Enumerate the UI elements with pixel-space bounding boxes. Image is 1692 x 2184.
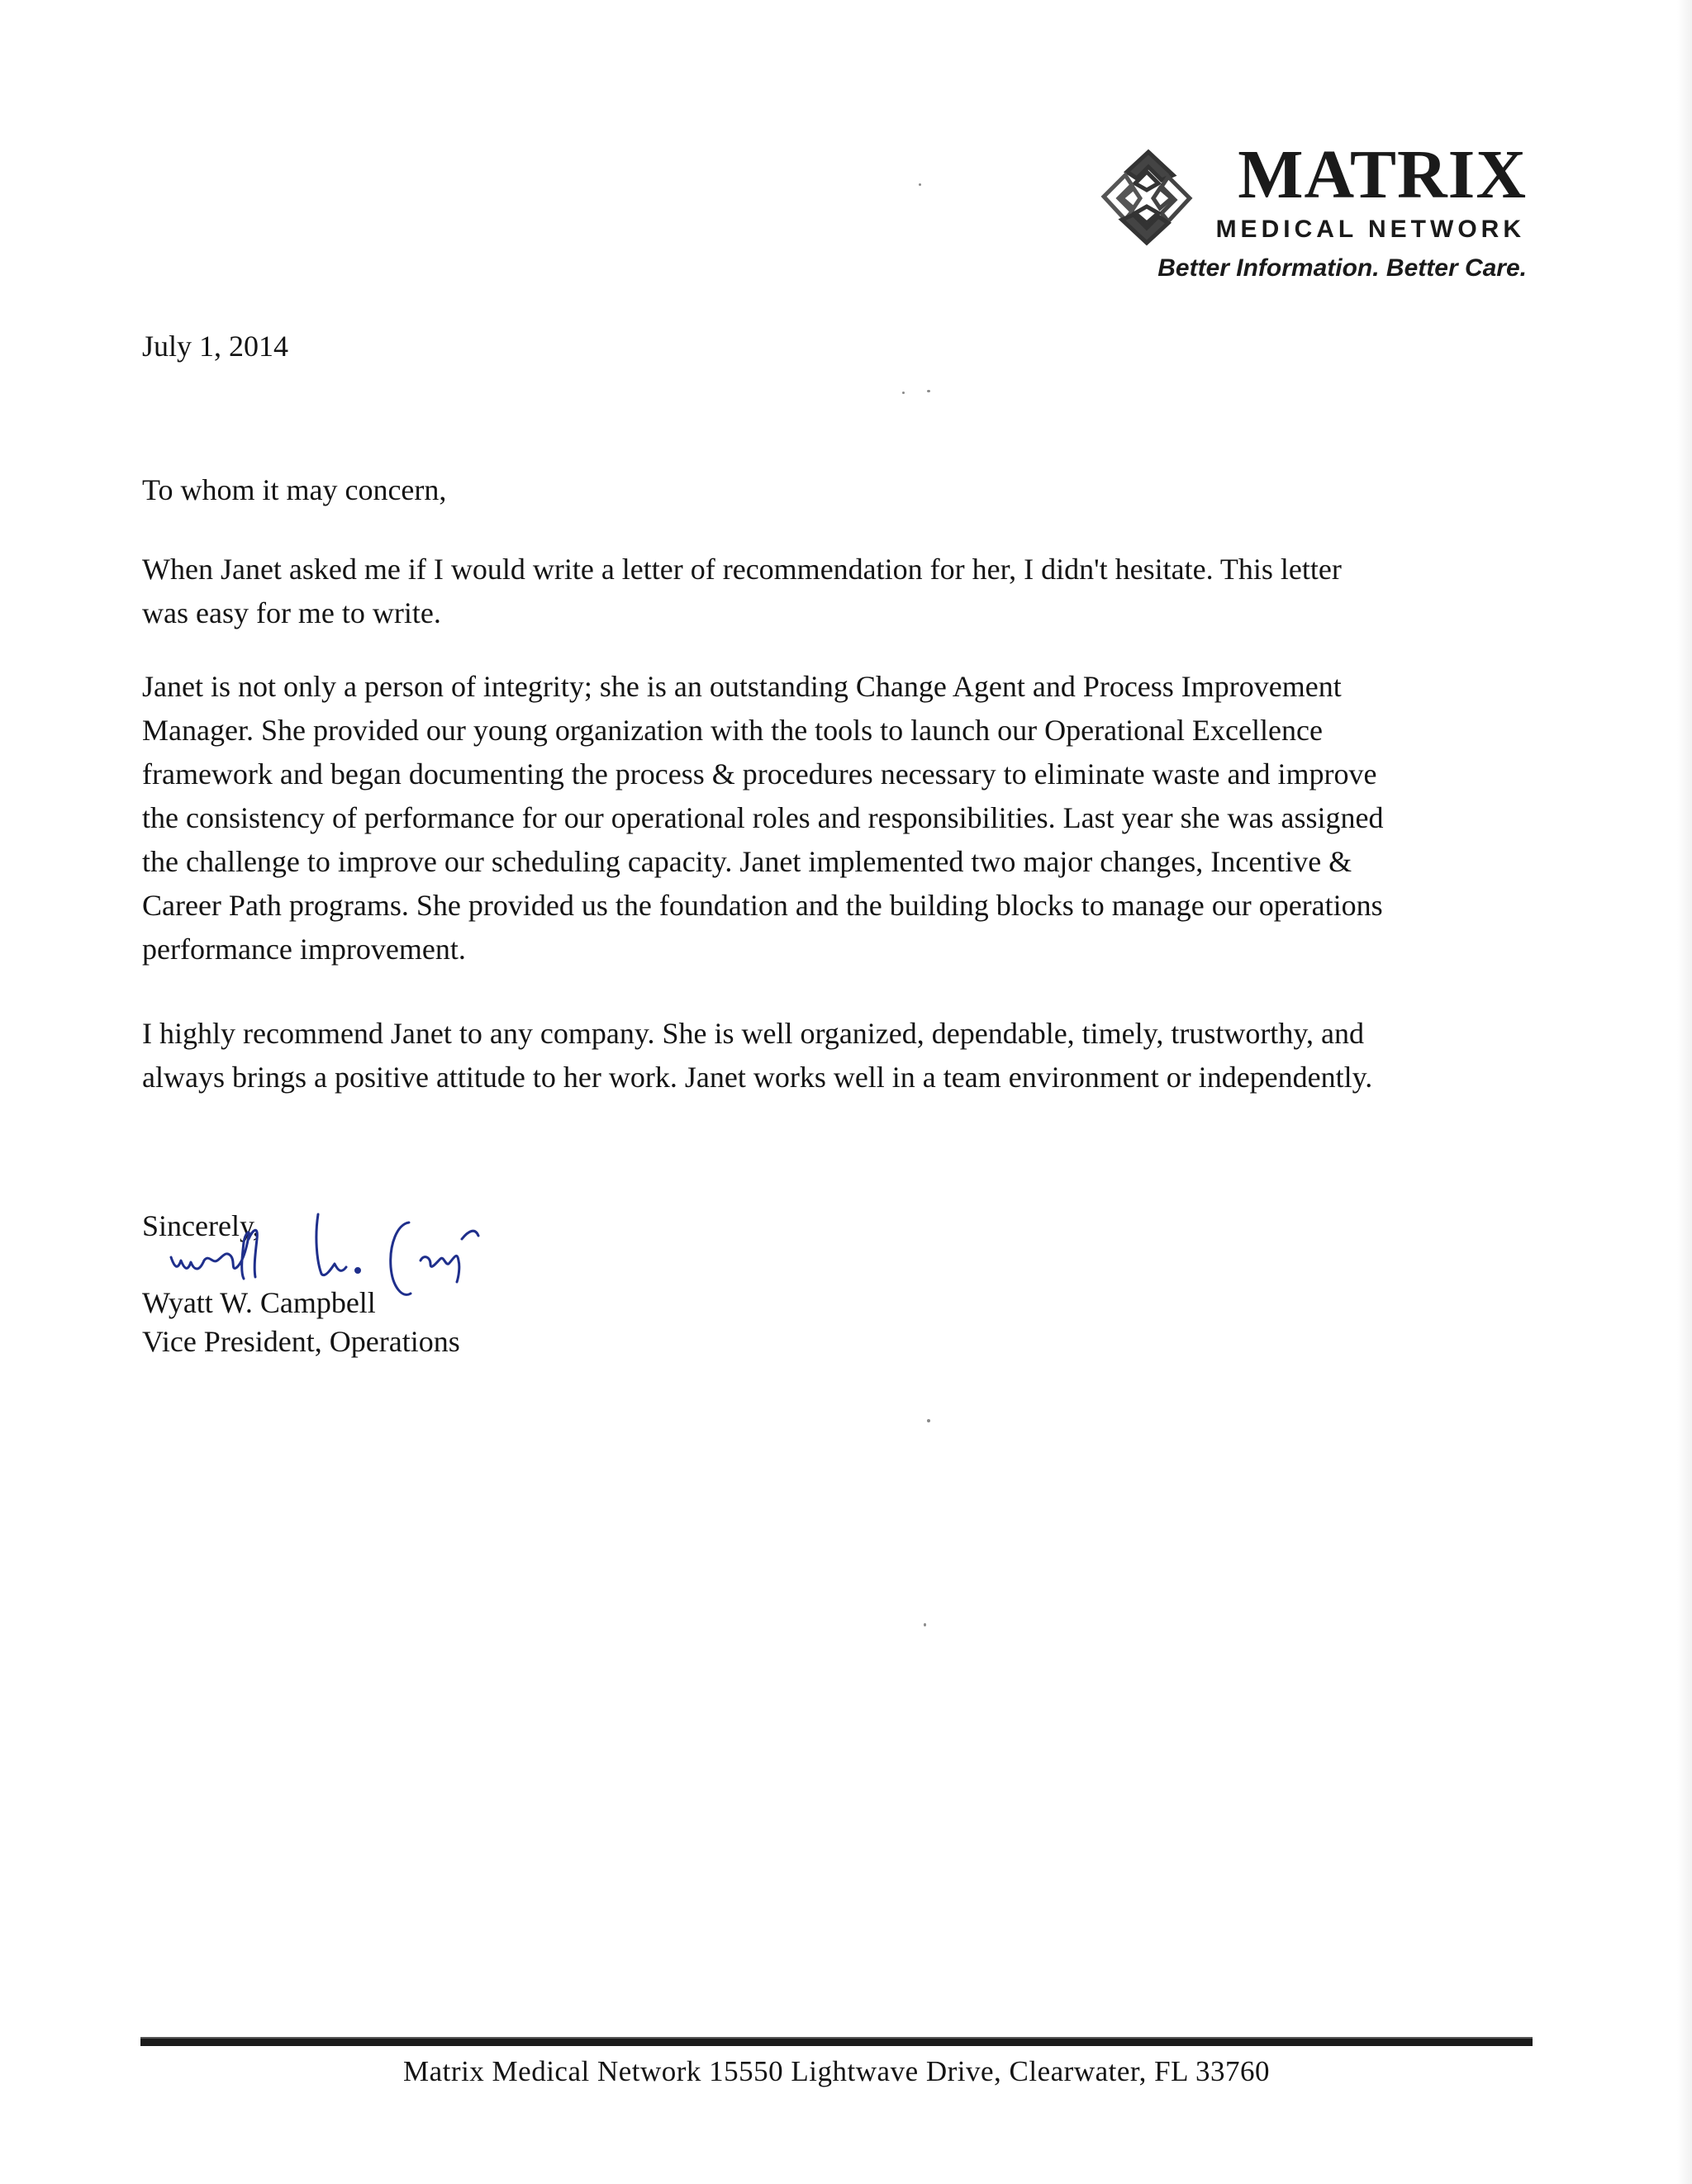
paragraph-line: I highly recommend Janet to any company. She is well organized, dependable, timely, trustworthy, and <box>142 1017 1364 1050</box>
paragraph-line: Janet is not only a person of integrity; she is an outstanding Change Agent and Process Improvement <box>142 670 1342 703</box>
paragraph-line: was easy for me to write. <box>142 596 441 629</box>
logo-wordmark: MATRIX <box>1238 136 1527 213</box>
paragraph-line: the consistency of performance for our operational roles and responsibilities. Last year she was assigned <box>142 801 1384 834</box>
letter-paragraph-3 <box>142 1012 1530 1099</box>
paragraph-line: always brings a positive attitude to her work. Janet works well in a team environment or independently. <box>142 1061 1373 1094</box>
paragraph-line: When Janet asked me if I would write a letter of recommendation for her, I didn't hesitate. This letter <box>142 553 1342 586</box>
paragraph-line: framework and began documenting the process & procedures necessary to eliminate waste and improve <box>142 757 1377 791</box>
letter-paragraph-2 <box>142 665 1530 971</box>
scan-speck <box>927 1419 930 1422</box>
footer-address: Matrix Medical Network 15550 Lightwave Drive, Clearwater, FL 33760 <box>403 2055 1270 2087</box>
page-edge-shadow <box>1677 0 1692 2184</box>
scan-speck <box>902 392 905 394</box>
logo-subtitle: MEDICAL NETWORK <box>1215 216 1525 243</box>
paragraph-line: the challenge to improve our scheduling capacity. Janet implemented two major changes, Incentive & <box>142 845 1352 878</box>
signer-name: Wyatt W. Campbell <box>142 1286 376 1319</box>
paragraph-line: Career Path programs. She provided us the foundation and the building blocks to manage our operations <box>142 889 1383 922</box>
letter-closing: Sincerely, <box>142 1209 260 1242</box>
letter-salutation: To whom it may concern, <box>142 473 447 506</box>
signer-title: Vice President, Operations <box>142 1325 460 1358</box>
letter-date: July 1, 2014 <box>142 330 289 363</box>
scan-speck <box>919 183 921 186</box>
scan-speck <box>924 1623 926 1626</box>
matrix-diamond-icon <box>1097 147 1196 248</box>
footer-divider <box>140 2037 1533 2046</box>
scan-speck <box>927 390 930 392</box>
paragraph-line: performance improvement. <box>142 933 466 966</box>
paragraph-line: Manager. She provided our young organization with the tools to launch our Operational Excellence <box>142 714 1323 747</box>
letter-paragraph-1 <box>142 548 1530 635</box>
logo-tagline: Better Information. Better Care. <box>1157 254 1527 282</box>
company-logo <box>1097 136 1527 293</box>
